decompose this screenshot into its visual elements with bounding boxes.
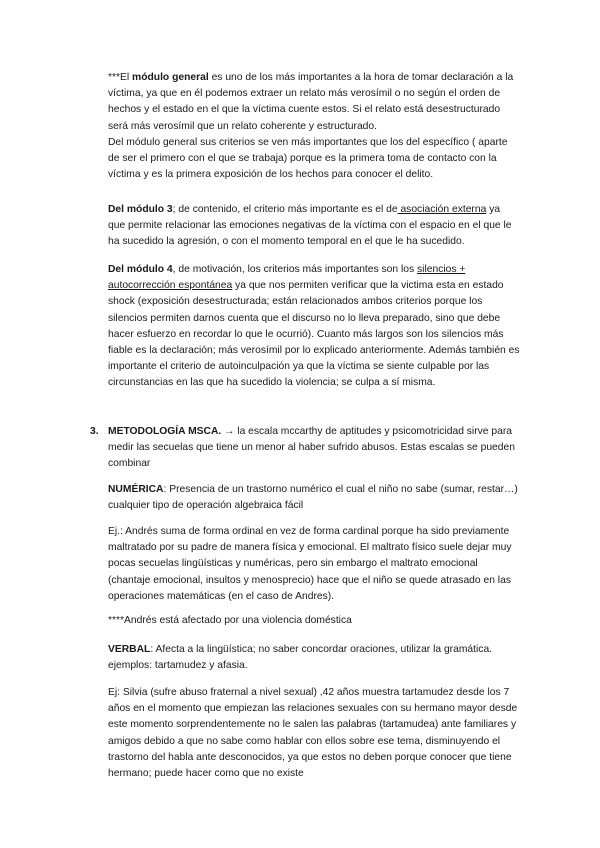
paragraph-modulo-3 — [108, 202, 520, 251]
numerica-bold: NUMÉRICA — [108, 484, 164, 495]
modulo4-text-2: ya que nos permiten verificar que la victima esta en estado shock (exposición desestructurada; están relacionados ambos criterios porque los silencios permiten darnos cuenta que el discurso no lo lleva preparado, sino que debe hacer esfuerzo en recordar lo que le ocurrió). Cuanto más largos son los silencios más fiable es la declaración; más verosímil por lo explicado anteriormente. Además también es importante el criterio de autoinculpación ya que la víctima se siente culpable por las circunstancias en las que ha sucedido la violencia; se culpa a sí misma. — [108, 280, 520, 389]
paragraph-metodologia-msca — [108, 424, 520, 473]
general-text-1: es uno de los más importantes a la hora de tomar declaración a la víctima, ya que en él podemos extraer un relato más verosímil o no según el orden de hechos y el estado en el que la víctima cuente estos. Si el relato está desestructurado será más verosímil que un relato coherente y estructurado. — [108, 72, 514, 132]
paragraph-verbal — [108, 642, 520, 674]
general-text-2: Del módulo general sus criterios se ven más importantes que los del específico ( aparte de ser el primero con el que se trabaja) porque es la primera toma de contacto con la víctima y es la primera exposición de los hechos para conocer el delito. — [108, 136, 508, 181]
modulo3-bold: Del módulo 3 — [108, 204, 173, 215]
numerica-text: : Presencia de un trastorno numérico el cual el niño no sabe (sumar, restar…) cualquier tipo de operación algebraica fácil — [108, 484, 518, 512]
paragraph-modulo-general — [108, 70, 520, 183]
section3-text: → la escala mccarthy de aptitudes y psicomotricidad sirve para medir las secuelas que tiene un menor al haber sufrido abusos. Estas escalas se pueden combinar — [108, 426, 515, 470]
modulo3-text-1: ; de contenido, el criterio más importante es el de — [172, 204, 398, 215]
modulo4-bold: Del módulo 4 — [108, 264, 173, 275]
modulo4-text-1: , de motivación, los criterios más importantes son los — [172, 264, 418, 275]
modulo3-underline: asociación externa — [397, 204, 487, 215]
modulo4-underline: silencios + autocorrección espontánea — [108, 264, 466, 292]
general-prefix: ***El — [108, 72, 133, 83]
general-bold: módulo general — [132, 72, 209, 83]
section3-bold: METODOLOGÍA MSCA. — [108, 426, 222, 437]
paragraph-nota-andres: ****Andrés está afectado por una violencia doméstica — [108, 615, 352, 626]
modulo3-text-2: ya que permite relacionar las emociones negativas de la víctima con el espacio en el que le ha sucedido la agresión, o con el momento temporal en el que le ha sucedido. — [108, 204, 512, 248]
paragraph-numerica — [108, 482, 520, 514]
section-3-number: 3. — [90, 426, 99, 437]
paragraph-ejemplo-silvia: Ej: Silvia (sufre abuso fraternal a nivel sexual) ,42 años muestra tartamudez desde los 7 años en el momento que empiezan las relaciones sexuales con su hermano mayor desde este momento sorprendentemente no le salen las palabras (tartamudea) ante familiares y amigos debido a que no sabe como hablar con ellos sobre ese tema, disminuyendo el trastorno del habla ante desconocidos, ya que estos no deben porque conocer que tiene hermano; puede hacer como que no existe — [108, 687, 518, 780]
verbal-bold: VERBAL — [108, 644, 151, 655]
paragraph-modulo-4 — [108, 262, 520, 392]
verbal-text: : Afecta a la lingüística; no saber concordar oraciones, utilizar la gramática. ejemplos: tartamudez y afasia. — [108, 644, 493, 672]
paragraph-ejemplo-andres: Ej.: Andrés suma de forma ordinal en vez de forma cardinal porque ha sido previamente maltratado por su padre de manera física y emocional. El maltrato físico suele dejar muy pocas secuelas lingüísticas y numéricas, pero sin embargo el maltrato emocional (chantaje emocional, insultos y menosprecio) hace que el niño se quede atrasado en las operaciones matemáticas (en el caso de Andres). — [108, 526, 512, 602]
